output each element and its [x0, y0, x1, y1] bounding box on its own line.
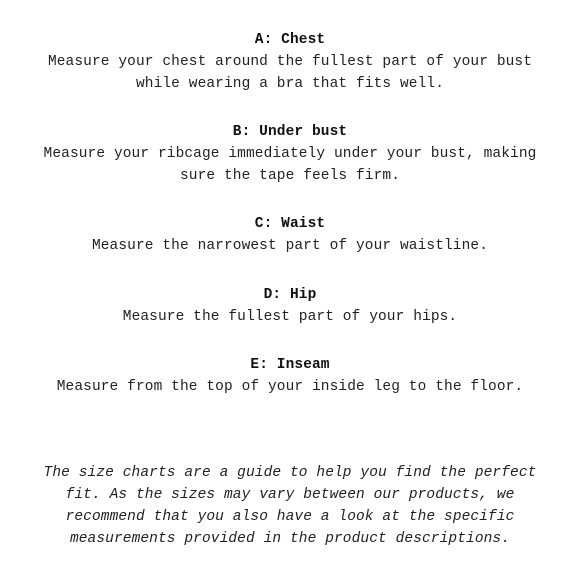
measurement-under-bust [40, 121, 540, 187]
measurement-description: Measure from the top of your inside leg to the floor. [56, 379, 524, 395]
measurement-description: Measure the narrowest part of your waistline. [91, 238, 489, 254]
measurement-chest [40, 29, 540, 95]
measurement-heading: B: Under bust [232, 124, 348, 140]
measurement-inseam [40, 354, 540, 398]
measurement-description: Measure the fullest part of your hips. [122, 309, 458, 325]
measurement-heading: A: Chest [254, 32, 326, 48]
measurement-heading: C: Waist [254, 216, 326, 232]
size-chart-note: The size charts are a guide to help you find the perfect fit. As the sizes may vary between our products, we recommend that you also have a look at the specific measurements provided in the product descriptions. [43, 465, 537, 547]
measurement-description: Measure your ribcage immediately under your bust, making sure the tape feels firm. [43, 146, 537, 184]
measurement-heading: E: Inseam [250, 357, 330, 373]
measurement-description: Measure your chest around the fullest part of your bust while wearing a bra that fits well. [47, 54, 533, 92]
measurement-waist [40, 213, 540, 257]
measurement-hip [40, 284, 540, 328]
measurement-heading: D: Hip [263, 287, 317, 303]
